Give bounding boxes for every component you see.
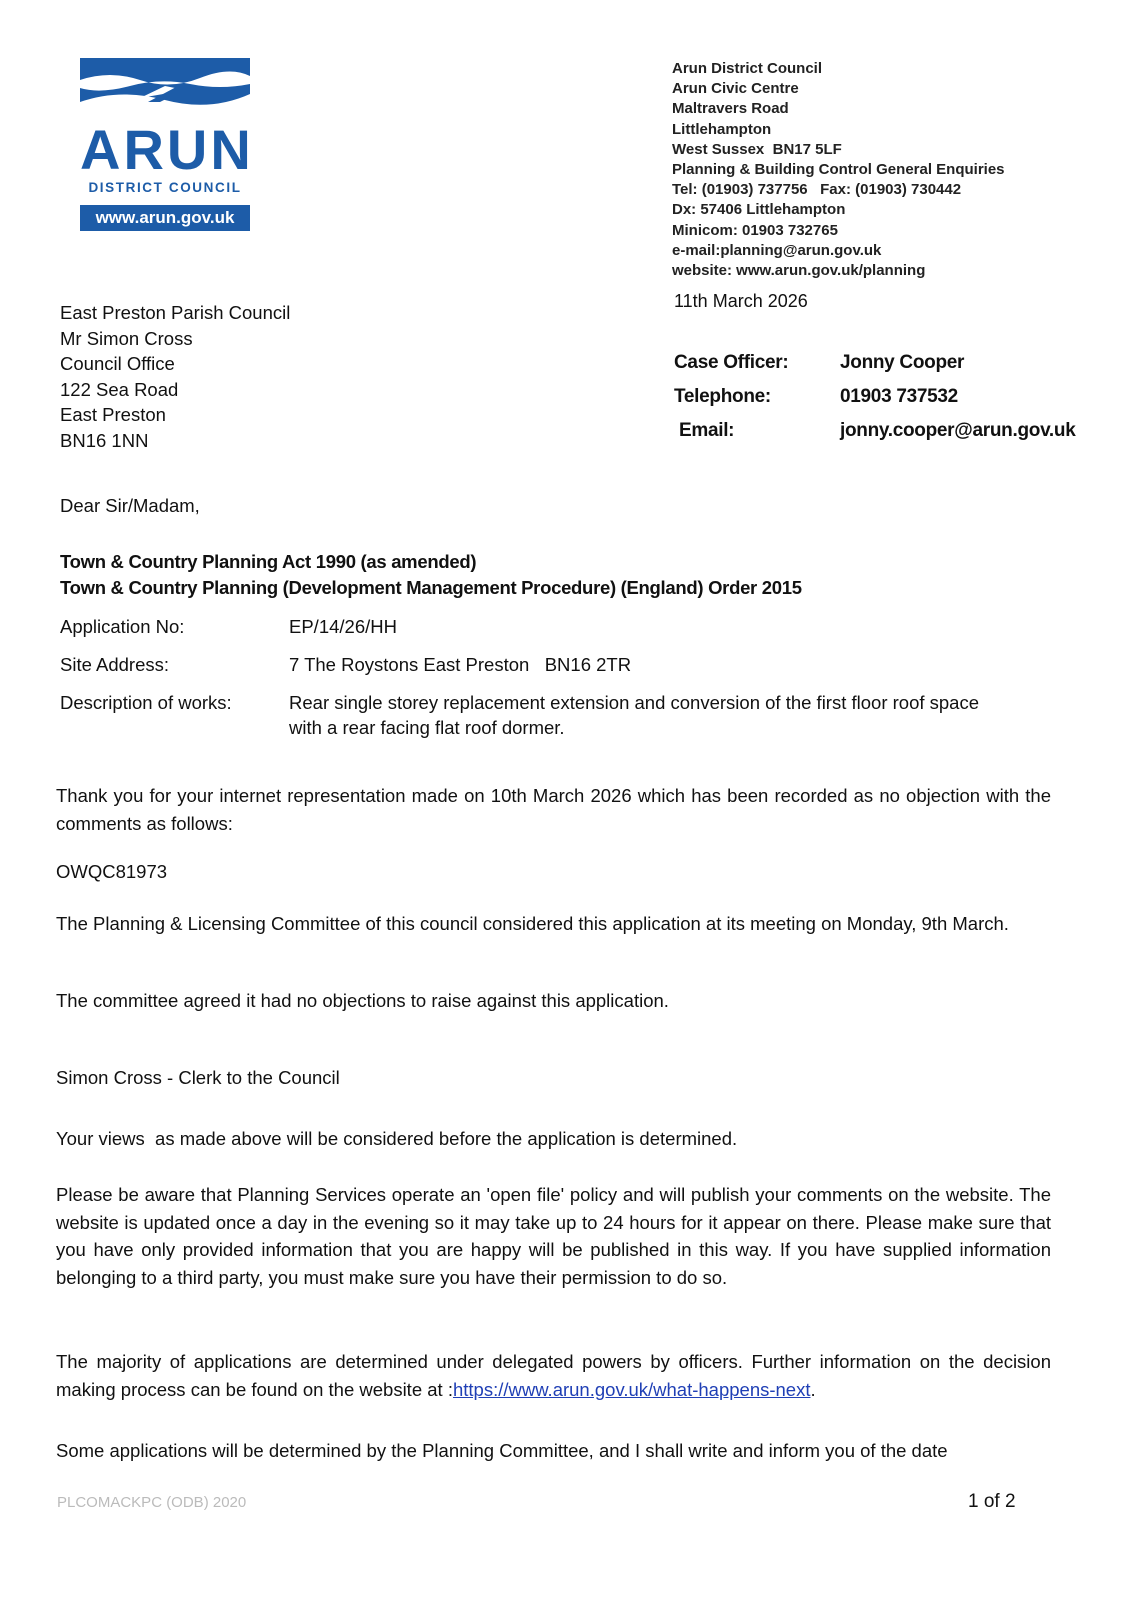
footer-reference: PLCOMACKPC (ODB) 2020 <box>57 1494 247 1511</box>
paragraph-views: Your views as made above will be considered before the application is determined. <box>56 1128 738 1149</box>
paragraph-delegated: The majority of applications are determined under delegated powers by officers. Further information on the decision making process can be found on the website at :https://www.arun.gov.uk/what-happens-next. <box>56 1351 1051 1400</box>
paragraph-reference: OWQC81973 <box>56 861 168 882</box>
wave-bird-icon <box>80 58 250 118</box>
arun-logo: ARUN DISTRICT COUNCIL www.arun.gov.uk <box>80 58 250 231</box>
recipient-address: East Preston Parish Council Mr Simon Cross Council Office 122 Sea Road East Preston BN16 1NN <box>60 302 291 451</box>
signature-line: Simon Cross - Clerk to the Council <box>56 1067 340 1088</box>
page-number: 1 of 2 <box>968 1491 1016 1512</box>
paragraph-representation: Thank you for your internet representation made on 10th March 2026 which has been recorded as no objection with the comments as follows: <box>56 785 1051 834</box>
legislation-heading: Town & Country Planning Act 1990 (as amended) Town & Country Planning (Development Management Procedure) (England) Order 2015 <box>60 551 802 598</box>
paragraph-open-file: Please be aware that Planning Services operate an 'open file' policy and will publish your comments on the website. The website is updated once a day in the evening so it may take up to 24 hours for it appear on there. Please make sure that you have only provided information that you are happy will be published in this way. If you have supplied information belonging to a third party, you must make sure you have their permission to do so. <box>56 1184 1051 1288</box>
what-happens-next-link[interactable]: https://www.arun.gov.uk/what-happens-next <box>452 1378 811 1400</box>
paragraph-planning-committee: Some applications will be determined by the Planning Committee, and I shall write and inform you of the date <box>56 1440 948 1461</box>
letter-date: 11th March 2026 <box>674 291 808 311</box>
salutation: Dear Sir/Madam, <box>60 495 200 516</box>
paragraph-committee: The Planning & Licensing Committee of this council considered this application at its meeting on Monday, 9th March. <box>56 913 1009 934</box>
council-address: Arun District Council Arun Civic Centre Maltravers Road Littlehampton West Sussex BN17 5LF Planning & Building Control General Enquiries Tel: (01903) 737756 Fax: (01903) 730442 Dx: 57406 Littlehampton Minicom: 01903 732765 e-mail:planning@arun.gov.uk website: www.arun.gov.uk/planning <box>672 60 1005 280</box>
paragraph-no-objection: The committee agreed it had no objections to raise against this application. <box>56 990 669 1011</box>
case-officer-details: Case Officer: Jonny Cooper Telephone: 01903 737532 Email: jonny.cooper@arun.gov.uk <box>674 352 1076 441</box>
application-details: Application No: EP/14/26/HH Site Address: 7 The Roystons East Preston BN16 2TR Description of works: Rear single storey replacement extension and conversion of the first floor roof space with a rear facing flat roof dormer. <box>60 616 980 738</box>
